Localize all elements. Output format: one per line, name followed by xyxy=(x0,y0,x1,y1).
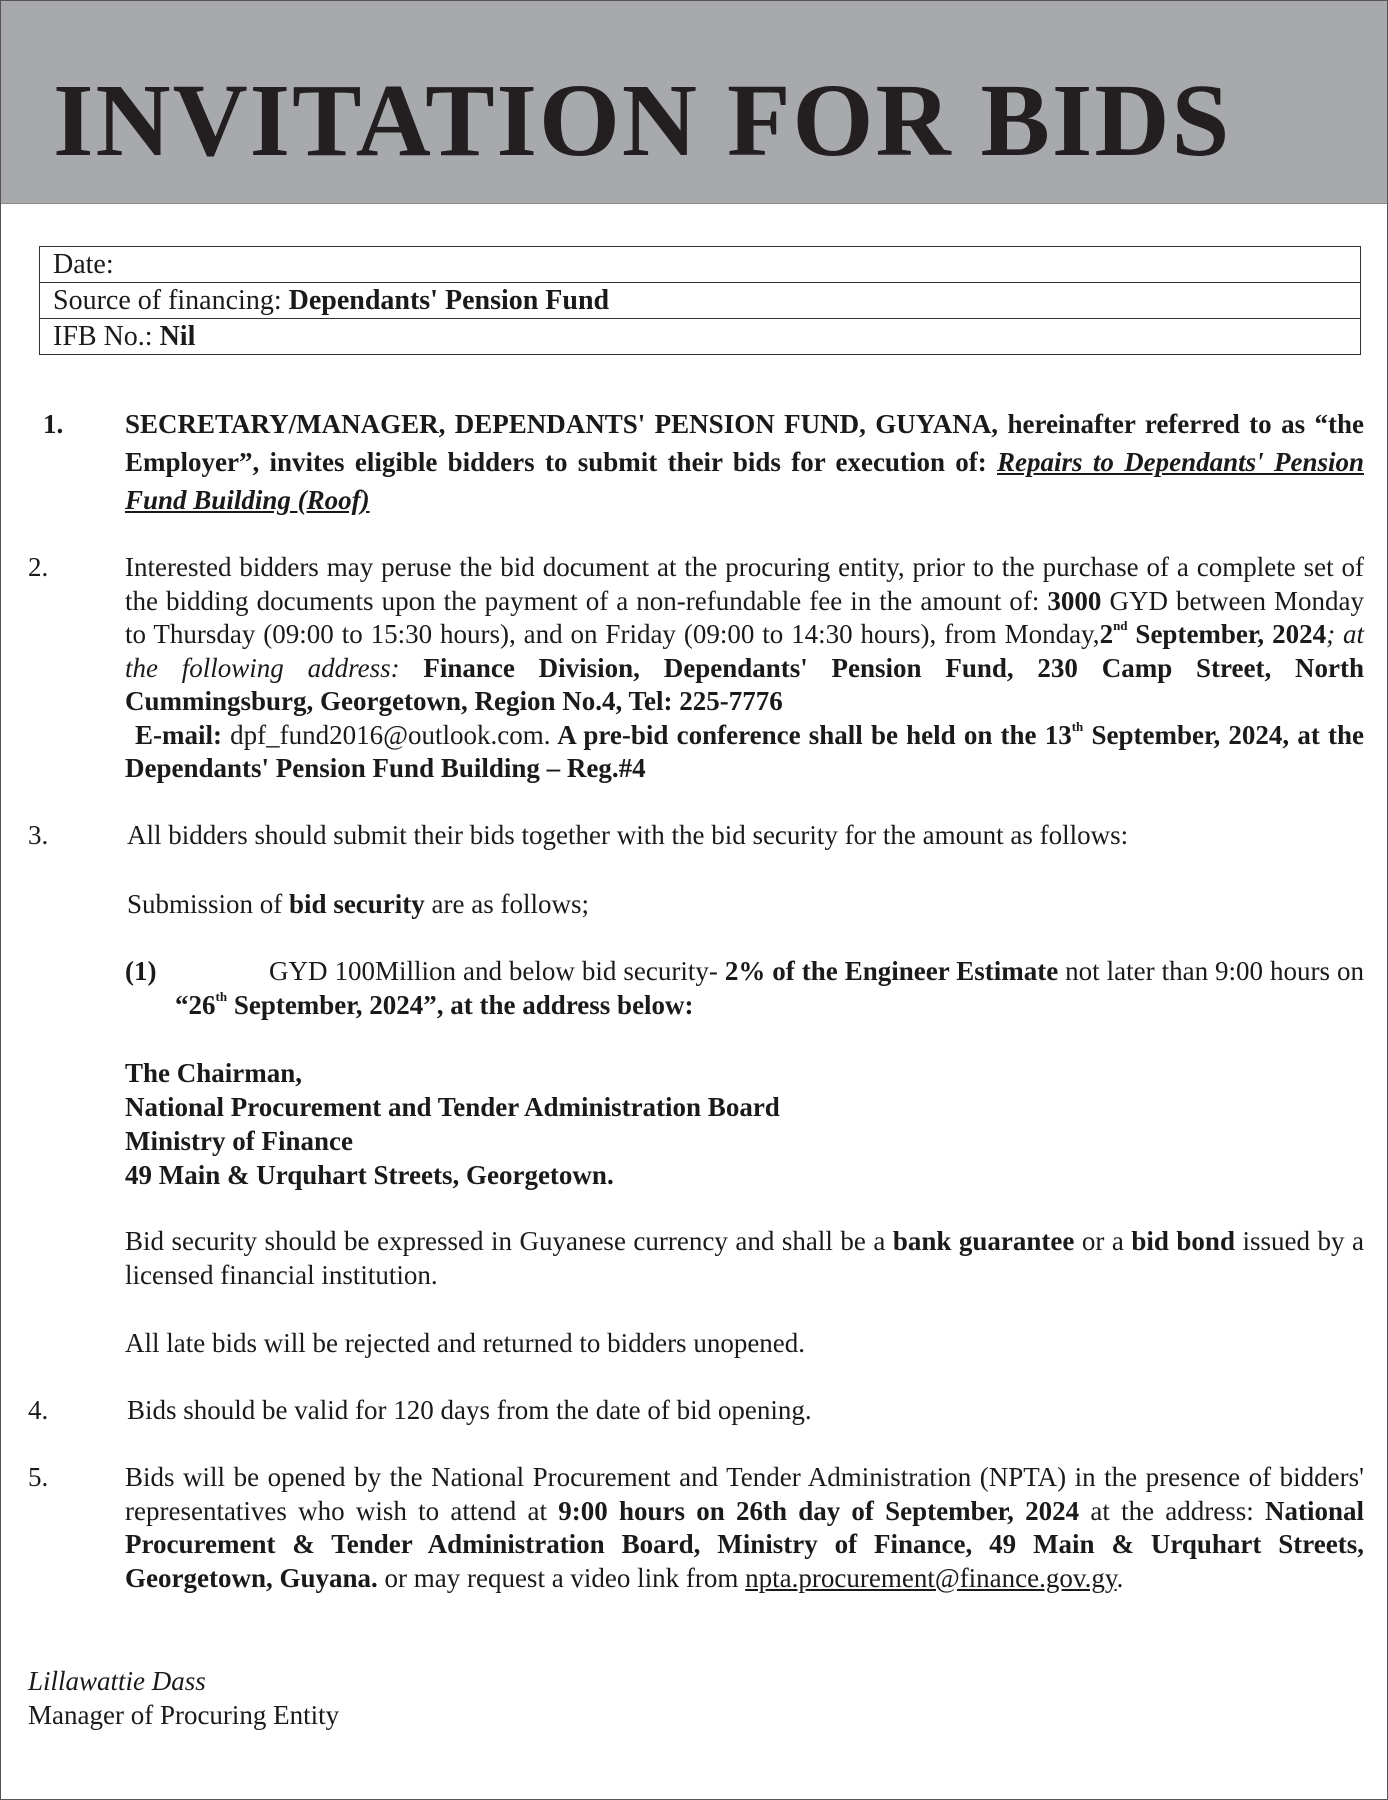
address-line: Ministry of Finance xyxy=(125,1126,353,1156)
npta-email-link[interactable]: npta.procurement@finance.gov.gy xyxy=(745,1562,1117,1593)
email-label: E-mail: xyxy=(135,719,231,750)
bid-bond: bid bond xyxy=(1131,1226,1235,1256)
start-date-rest: September, 2024 xyxy=(1127,619,1327,649)
bid-security-text-a: Submission of xyxy=(127,889,290,919)
address-line: National Procurement and Tender Administration Board xyxy=(125,1092,780,1122)
start-date-suffix: nd xyxy=(1113,618,1128,633)
ifb-label: IFB No.: xyxy=(53,321,160,352)
address-line: The Chairman, xyxy=(125,1058,303,1088)
deadline-day: “26 xyxy=(175,989,216,1020)
ifb-value: Nil xyxy=(159,321,196,352)
prebid-text-b: September, 2024, at the Dependants' Pension Fund Building – Reg.#4 xyxy=(125,719,1364,783)
paragraph-1 xyxy=(125,405,1364,519)
paragraph-2-text-2: GYD between Monday to Thursday (09:00 to 15:30 hours), and on Friday (09:00 to 14:30 hours), from Monday, xyxy=(125,585,1364,649)
financing-row xyxy=(40,283,1360,319)
paragraph-5-text-2: at the address: xyxy=(1079,1495,1265,1526)
paragraph-4: Bids should be valid for 120 days from the date of bid opening. xyxy=(127,1395,812,1425)
financing-value: Dependants' Pension Fund xyxy=(288,285,610,316)
paragraph-5-text-3: or may request a video link from xyxy=(377,1562,746,1593)
security-item-text-b: not later than 9:00 hours on xyxy=(1058,956,1364,986)
start-date-day: 2 xyxy=(1099,619,1114,649)
security-item-number: (1) xyxy=(125,956,157,986)
fee-amount: 3000 xyxy=(1047,585,1102,616)
signatory-title: Manager of Procuring Entity xyxy=(28,1700,340,1730)
prebid-text-a: A pre-bid conference shall be held on the 13 xyxy=(550,719,1072,750)
chairman-address xyxy=(125,1056,780,1192)
paragraph-1-lead: SECRETARY/MANAGER, DEPENDANTS' PENSION FUND, GUYANA, hereinafter referred to as “the Employer”, invites eligible bidders to submit their bids for execution of: xyxy=(125,409,1364,477)
bid-opening-time: 9:00 hours on 26th day of September, 2024 xyxy=(558,1495,1080,1526)
start-date xyxy=(1100,619,1327,649)
deadline-rest: September, 2024”, at the address below: xyxy=(227,989,694,1020)
paragraph-5-end: . xyxy=(1116,1562,1124,1593)
security-form-text-c: issued by a licensed financial institution. xyxy=(125,1226,1364,1290)
dpf-email[interactable]: dpf_fund2016@outlook.com. xyxy=(230,719,551,750)
bid-security-text-b: are as follows; xyxy=(424,889,589,919)
paragraph-3-number: 3. xyxy=(28,820,49,850)
paragraph-2-text-1: Interested bidders may peruse the bid document at the procuring entity, prior to the purchase of a complete set of the bidding documents upon the payment of a non-refundable fee in the amount of: xyxy=(125,552,1364,616)
paragraph-5-text-1: Bids will be opened by the National Procurement and Tender Administration (NPTA) in the presence of bidders' representatives who wish to attend at xyxy=(125,1462,1364,1526)
submission-deadline xyxy=(175,990,694,1020)
ifb-row xyxy=(40,319,1360,354)
paragraph-3: All bidders should submit their bids together with the bid security for the amount as follows: xyxy=(127,820,1129,850)
deadline-suffix: th xyxy=(215,988,228,1004)
page-title: INVITATION FOR BIDS xyxy=(53,63,1232,178)
security-form-text-a: Bid security should be expressed in Guyanese currency and shall be a xyxy=(125,1226,893,1256)
security-item xyxy=(175,955,1364,1022)
paragraph-2 xyxy=(125,551,1364,786)
bid-security-form xyxy=(125,1225,1364,1292)
project-name: Repairs to Dependants' Pension Fund Building (Roof) xyxy=(125,447,1364,515)
header-banner xyxy=(1,1,1387,204)
financing-label: Source of financing: xyxy=(53,285,289,316)
paragraph-2-text-3: ; at the following address: xyxy=(125,619,1364,683)
prebid-suffix: th xyxy=(1071,718,1084,734)
security-item-text-a: GYD 100Million and below bid security- xyxy=(269,956,725,986)
paragraph-5-number: 5. xyxy=(28,1462,49,1492)
paragraph-5 xyxy=(125,1461,1364,1595)
bid-security-bold: bid security xyxy=(289,889,425,919)
address-line: 49 Main & Urquhart Streets, Georgetown. xyxy=(125,1160,614,1190)
finance-division-address: Finance Division, Dependants' Pension Fund, 230 Camp Street, North Cummingsburg, Georgetown, Region No.4, Tel: 225-7776 xyxy=(125,652,1364,716)
date-label: Date: xyxy=(53,249,114,280)
signatory-name: Lillawattie Dass xyxy=(28,1666,206,1696)
npta-address: National Procurement & Tender Administration Board, Ministry of Finance, 49 Main & Urquhart Streets, Georgetown, Guyana. xyxy=(125,1495,1364,1593)
engineer-estimate: 2% of the Engineer Estimate xyxy=(724,956,1059,986)
late-bids-notice: All late bids will be rejected and returned to bidders unopened. xyxy=(125,1328,806,1358)
date-row xyxy=(40,247,1360,283)
info-box xyxy=(39,246,1361,355)
bank-guarantee: bank guarantee xyxy=(892,1226,1075,1256)
paragraph-2-number: 2. xyxy=(28,552,49,582)
bid-security-heading xyxy=(127,888,1366,922)
paragraph-4-number: 4. xyxy=(28,1395,49,1425)
paragraph-1-number: 1. xyxy=(43,409,64,439)
security-form-text-b: or a xyxy=(1074,1226,1132,1256)
